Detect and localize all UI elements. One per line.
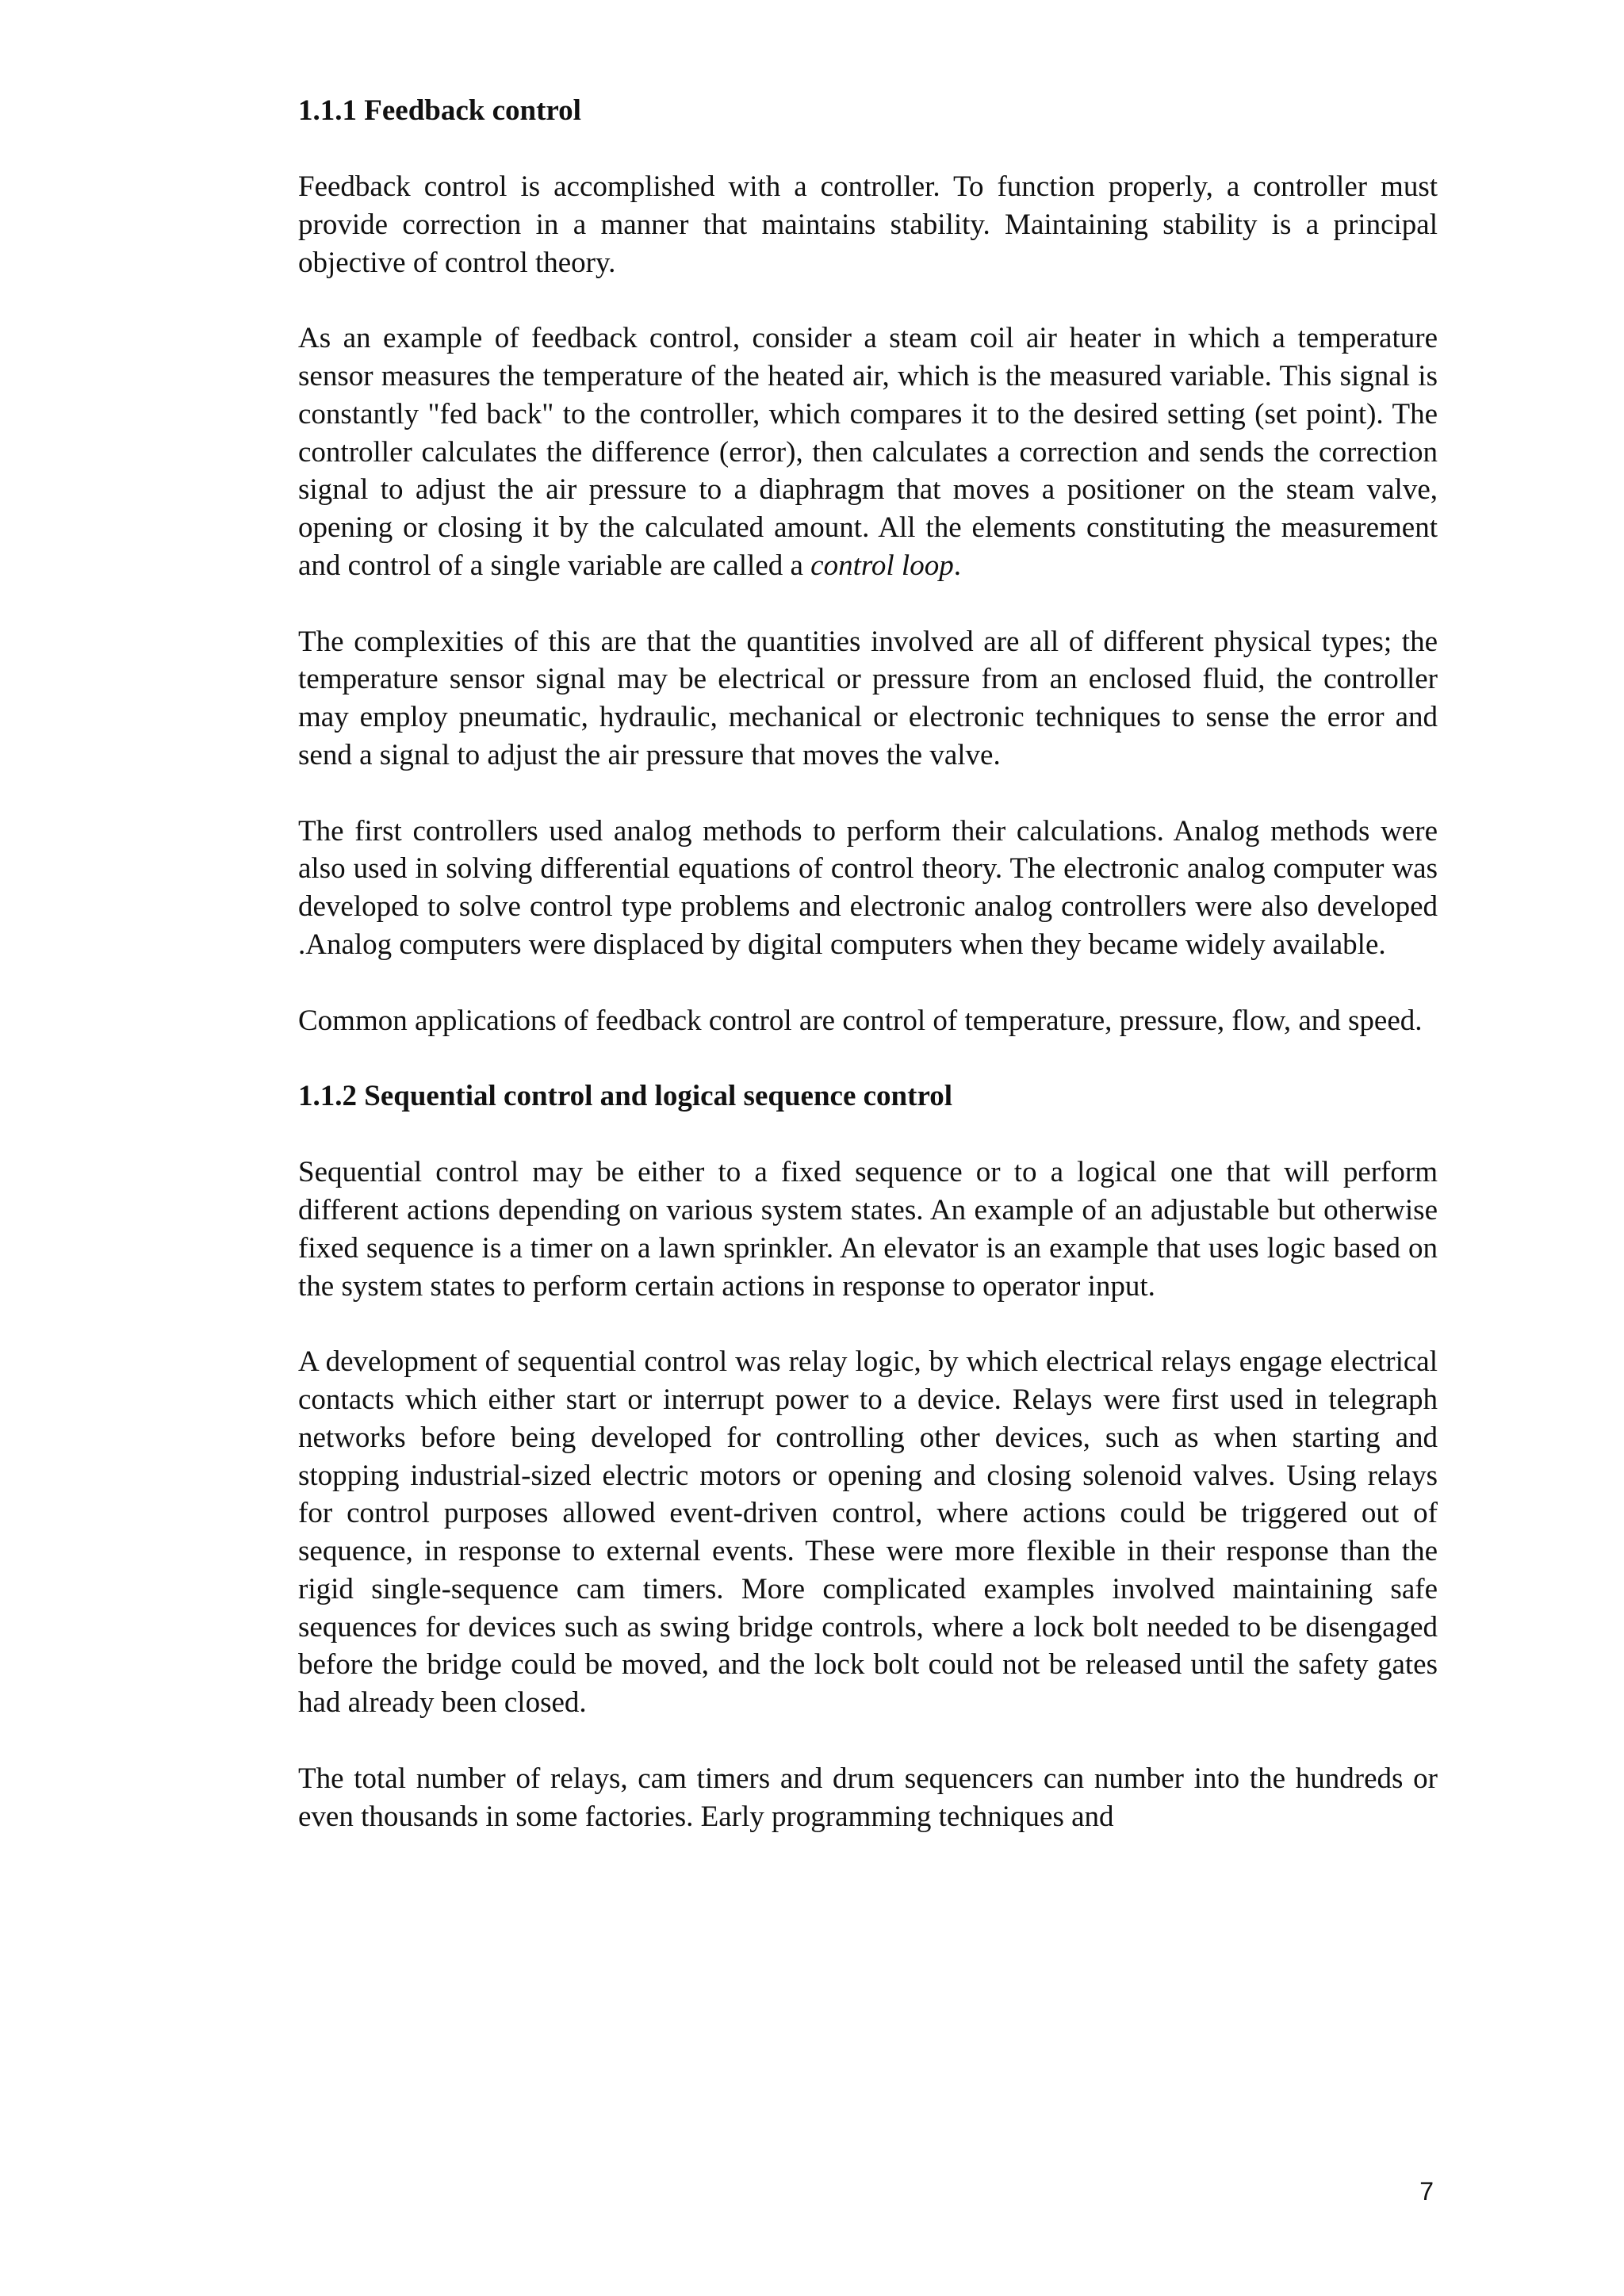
page-number: 7 — [1419, 2177, 1434, 2206]
paragraph-sequential-intro: Sequential control may be either to a fixed sequence or to a logical one that will perform different actions depending on various system states. An example of an adjustable but otherwise fixed sequence is a timer on a lawn sprinkler. An elevator is an example that uses logic based on the system states to perform certain actions in response to operator input. — [298, 1156, 1438, 1303]
paragraph-feedback-example — [298, 320, 1438, 585]
document-page — [298, 92, 1438, 1873]
paragraph-relay-logic: A development of sequential control was relay logic, by which electrical relays engage electrical contacts which either start or interrupt power to a device. Relays were first used in telegraph networks before being developed for controlling other devices, such as when starting and stopping industrial-sized electric motors or opening and closing solenoid valves. Using relays for control purposes allowed event-driven control, where actions could be triggered out of sequence, in response to external events. These were more flexible in their response than the rigid single-sequence cam timers. More complicated examples involved maintaining safe sequences for devices such as swing bridge controls, where a lock bolt needed to be disengaged before the bridge could be moved, and the lock bolt could not be released until the safety gates had already been closed. — [298, 1345, 1438, 1720]
paragraph-feedback-complexities: The complexities of this are that the quantities involved are all of different physical types; the temperature sensor signal may be electrical or pressure from an enclosed fluid, the controller may employ pneumatic, hydraulic, mechanical or electronic techniques to sense the error and send a signal to adjust the air pressure that moves the valve. — [298, 625, 1438, 771]
paragraph-feedback-applications: Common applications of feedback control are control of temperature, pressure, flow, and speed. — [298, 1004, 1423, 1037]
paragraph-relay-count: The total number of relays, cam timers and drum sequencers can number into the hundreds or even thousands in some factories. Early programming techniques and — [298, 1762, 1438, 1833]
section-heading-sequential-control: 1.1.2 Sequential control and logical sequence control — [298, 1080, 952, 1113]
paragraph-feedback-intro: Feedback control is accomplished with a controller. To function properly, a controller must provide correction in a manner that maintains stability. Maintaining stability is a principal objective of control theory. — [298, 170, 1438, 279]
paragraph-analog-controllers: The first controllers used analog methods to perform their calculations. Analog methods were also used in solving differential equations of control theory. The electronic analog computer was developed to solve control type problems and electronic analog controllers were also developed .Analog computers were displaced by digital computers when they became widely available. — [298, 814, 1438, 961]
control-loop-term: control loop — [810, 549, 954, 582]
paragraph-feedback-example-text: As an example of feedback control, consider a steam coil air heater in which a temperature sensor measures the temperature of the heated air, which is the measured variable. This signal is constantly "fed back" to the controller, which compares it to the desired setting (set point). The controller calculates the difference (error), then calculates a correction and sends the correction signal to adjust the air pressure to a diaphragm that moves a positioner on the steam valve, opening or closing it by the calculated amount. All the elements constituting the measurement and control of a single variable are called a — [298, 322, 1438, 582]
paragraph-feedback-example-end: . — [953, 549, 961, 582]
section-heading-feedback-control: 1.1.1 Feedback control — [298, 94, 581, 127]
